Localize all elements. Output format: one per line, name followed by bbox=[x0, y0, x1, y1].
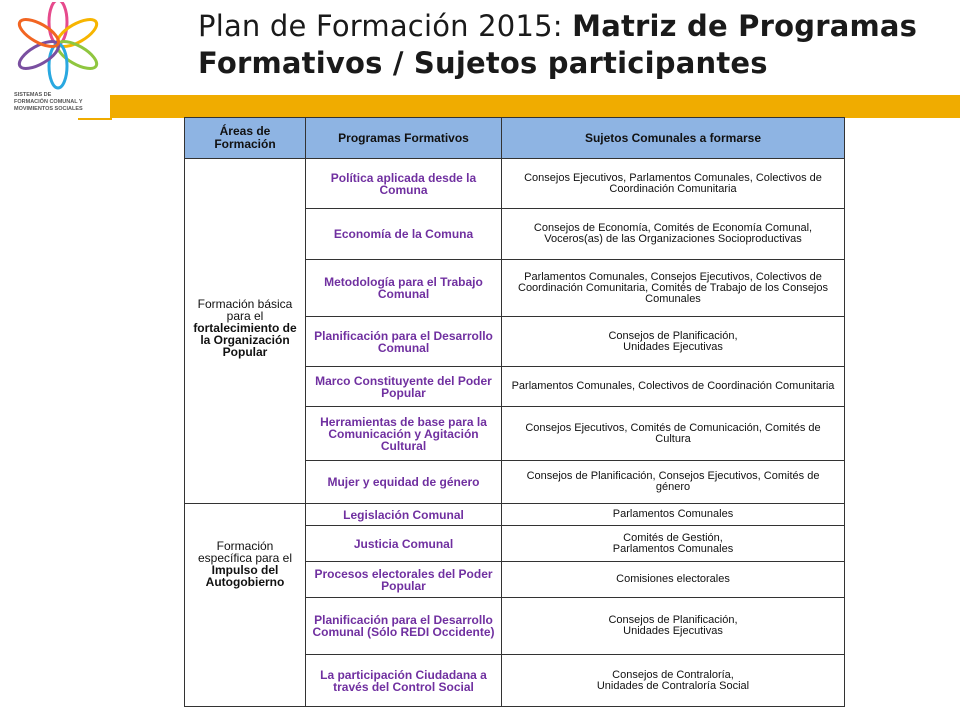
subjects-cell: Parlamentos Comunales, Consejos Ejecutivos, Colectivos de Coordinación Comunitaria, Comités de Trabajo de los Consejos Comunales bbox=[502, 260, 845, 317]
subjects-cell bbox=[502, 317, 845, 367]
subjects-cell bbox=[502, 526, 845, 562]
subjects-line: Parlamentos Comunales bbox=[612, 542, 734, 555]
subjects-cell: Comisiones electorales bbox=[502, 562, 845, 598]
logo-line-1: SISTEMAS DE bbox=[14, 92, 52, 98]
flower-logo-icon bbox=[4, 2, 112, 114]
subjects-cell: Consejos Ejecutivos, Comités de Comunicación, Comités de Cultura bbox=[502, 407, 845, 461]
program-cell: Marco Constituyente del Poder Popular bbox=[306, 367, 502, 407]
title-bold: Matriz de Programas Formativos / Sujetos participantes bbox=[198, 9, 918, 80]
subjects-line: Unidades Ejecutivas bbox=[623, 340, 723, 353]
program-cell: La participación Ciudadana a través del Control Social bbox=[306, 655, 502, 707]
program-cell: Economía de la Comuna bbox=[306, 209, 502, 260]
subjects-cell: Consejos de Planificación, Consejos Ejecutivos, Comités de género bbox=[502, 461, 845, 504]
subjects-line: Unidades de Contraloría Social bbox=[596, 679, 750, 692]
subjects-line: Consejos de Contraloría, bbox=[612, 668, 734, 681]
program-cell: Justicia Comunal bbox=[306, 526, 502, 562]
table-row bbox=[185, 504, 845, 526]
subjects-line: Unidades Ejecutivas bbox=[623, 625, 723, 637]
program-cell: Procesos electorales del Poder Popular bbox=[306, 562, 502, 598]
program-cell: Mujer y equidad de género bbox=[306, 461, 502, 504]
subjects-line: Consejos de Planificación, bbox=[608, 614, 738, 626]
area-specific-bold: Impulso del Autogobierno bbox=[205, 563, 285, 589]
area-specific-pre: Formación específica para el bbox=[197, 539, 293, 565]
logo bbox=[4, 2, 112, 114]
area-basic-bold: fortalecimiento de la Organización Popular bbox=[193, 321, 297, 359]
program-cell: Herramientas de base para la Comunicación y Agitación Cultural bbox=[306, 407, 502, 461]
title-prefix: Plan de Formación 2015: bbox=[198, 9, 573, 43]
program-cell: Planificación para el Desarrollo Comunal bbox=[306, 317, 502, 367]
header-programs: Programas Formativos bbox=[306, 118, 502, 159]
header-accent-bar bbox=[110, 95, 960, 118]
subjects-cell: Parlamentos Comunales bbox=[502, 504, 845, 526]
subjects-cell: Parlamentos Comunales, Colectivos de Coordinación Comunitaria bbox=[502, 367, 845, 407]
subjects-cell bbox=[502, 655, 845, 707]
matrix-table bbox=[184, 117, 845, 707]
subjects-line: Consejos de Planificación, bbox=[608, 329, 738, 342]
header-accent-line bbox=[78, 118, 112, 120]
area-basic-pre: Formación básica para el bbox=[197, 297, 293, 323]
table-row bbox=[185, 159, 845, 209]
area-cell-specific bbox=[185, 504, 306, 707]
subjects-cell: Consejos Ejecutivos, Parlamentos Comunales, Colectivos de Coordinación Comunitaria bbox=[502, 159, 845, 209]
logo-line-2: FORMACIÓN COMUNAL Y bbox=[14, 99, 83, 105]
subjects-line: Comités de Gestión, bbox=[623, 531, 723, 544]
table-header-row bbox=[185, 118, 845, 159]
program-cell: Legislación Comunal bbox=[306, 504, 502, 526]
page-title bbox=[198, 8, 948, 82]
header-areas: Áreas de Formación bbox=[185, 118, 306, 159]
header-subjects: Sujetos Comunales a formarse bbox=[502, 118, 845, 159]
logo-line-3: MOVIMIENTOS SOCIALES bbox=[14, 106, 83, 112]
subjects-cell: Consejos de Economía, Comités de Economía Comunal, Voceros(as) de las Organizaciones Socioproductivas bbox=[502, 209, 845, 260]
program-cell: Política aplicada desde la Comuna bbox=[306, 159, 502, 209]
subjects-cell bbox=[502, 598, 845, 655]
program-cell: Metodología para el Trabajo Comunal bbox=[306, 260, 502, 317]
area-cell-basic bbox=[185, 159, 306, 504]
program-cell: Planificación para el Desarrollo Comunal (Sólo REDI Occidente) bbox=[306, 598, 502, 655]
